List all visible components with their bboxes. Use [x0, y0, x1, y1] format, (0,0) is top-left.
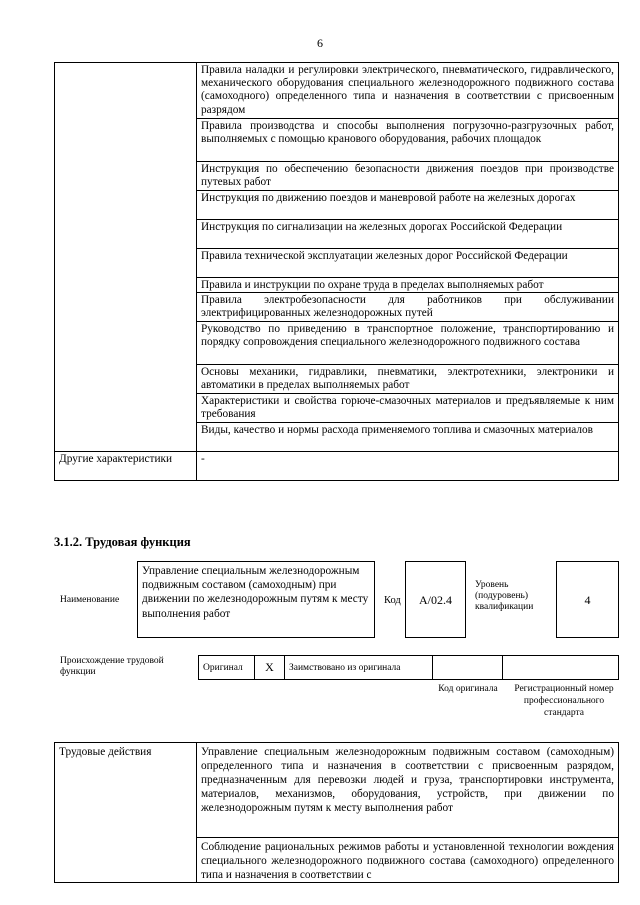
- knowledge-item: Характеристики и свойства горюче-смазочных материалов и предъявляемые к ним требования: [197, 394, 619, 423]
- knowledge-item: Инструкция по обеспечению безопасности движения поездов при производстве путевых работ: [197, 162, 619, 191]
- function-name-box: Управление специальным железнодорожным подвижным составом (самоходным) при движении по железнодорожным путям к месту выполнения работ: [137, 561, 375, 638]
- knowledge-item: Виды, качество и нормы расхода применяемого топлива и смазочных материалов: [197, 423, 619, 452]
- actions-table-wrapper: [54, 742, 619, 905]
- table-row: [55, 63, 619, 119]
- knowledge-item: Руководство по приведению в транспортное положение, транспортированию и порядку сопровождения специального железнодорожного подвижного состава: [197, 322, 619, 365]
- name-label: Наименование: [60, 595, 120, 605]
- labour-actions-table: [54, 742, 619, 883]
- borrowed-label: Заимствовано из оригинала: [285, 656, 433, 680]
- knowledge-item: Правила производства и способы выполнения погрузочно-разгрузочных работ, выполняемых с помощью кранового оборудования, рабочих площадок: [197, 119, 619, 162]
- knowledge-item: Правила наладки и регулировки электрического, пневматического, гидравлического, механического оборудования специального железнодорожного подвижного состава (самоходного) определенного типа и назначения в соответствии с присвоенным разрядом: [197, 63, 619, 119]
- labour-action-item: Управление специальным железнодорожным подвижным составом (самоходным) определенного типа и назначения в соответствии с присвоенным разрядом, предназначенным для перевозки людей и груза, транспортировки инструмента, материалов, механизмов, оборудования, устройств, при движении по железнодорожным путям к месту выполнения работ: [197, 743, 619, 838]
- original-code-caption: Код оригинала: [438, 684, 498, 694]
- knowledge-item: Правила технической эксплуатации железных дорог Российской Федерации: [197, 249, 619, 278]
- knowledge-requirements-table: [54, 62, 619, 481]
- knowledge-item: Инструкция по сигнализации на железных дорогах Российской Федерации: [197, 220, 619, 249]
- registration-number-caption: Регистрационный номер профессионального стандарта: [514, 684, 614, 718]
- table-label-cell: [55, 63, 197, 452]
- labour-actions-label: Трудовые действия: [55, 743, 197, 883]
- origin-label: Происхождение трудовой функции: [60, 656, 164, 677]
- page-number: 6: [317, 36, 323, 50]
- table-row: [199, 656, 619, 680]
- origin-table: [198, 655, 619, 680]
- other-characteristics-value: -: [197, 452, 619, 481]
- level-label: Уровень (подуровень) квалификации: [475, 580, 534, 612]
- knowledge-item: Основы механики, гидравлики, пневматики, электротехники, электроники и автоматики в пределах выполняемых работ: [197, 365, 619, 394]
- table-row: [55, 743, 619, 838]
- original-mark: X: [255, 656, 285, 680]
- other-characteristics-label: Другие характеристики: [55, 452, 197, 481]
- original-code-cell: [433, 656, 503, 680]
- labour-action-item: Соблюдение рациональных режимов работы и установленной технологии вождения специального железнодорожного подвижного состава (самоходного) определенного типа и назначения в соответствии с: [197, 838, 619, 883]
- registration-number-cell: [503, 656, 619, 680]
- original-label: Оригинал: [199, 656, 255, 680]
- knowledge-item: Правила и инструкции по охране труда в пределах выполняемых работ: [197, 278, 619, 293]
- qualification-level-box: 4: [556, 561, 619, 638]
- section-title: 3.1.2. Трудовая функция: [54, 535, 191, 549]
- knowledge-item: Правила электробезопасности для работников при обслуживании электрифицированных железнодорожных путей: [197, 293, 619, 322]
- function-code-box: A/02.4: [405, 561, 466, 638]
- code-label: Код: [384, 595, 401, 606]
- table-row: [55, 452, 619, 481]
- knowledge-item: Инструкция по движению поездов и маневровой работе на железных дорогах: [197, 191, 619, 220]
